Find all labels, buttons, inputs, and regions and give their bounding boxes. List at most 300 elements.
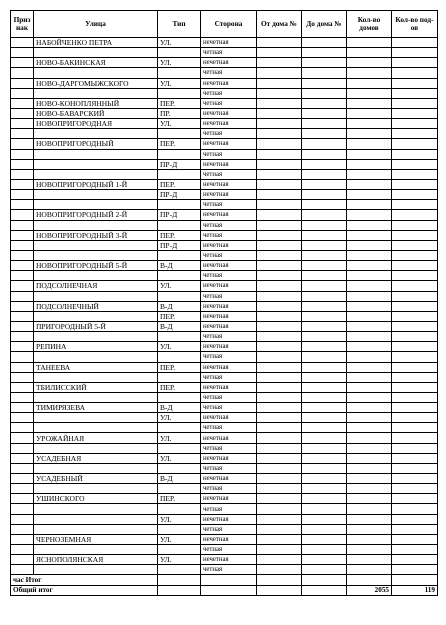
side-cell: нечетная	[201, 58, 257, 68]
entrance-count-cell	[392, 38, 438, 48]
house-count-cell	[347, 453, 392, 463]
type-cell	[158, 129, 201, 139]
from-house-cell	[257, 534, 302, 544]
house-count-cell	[347, 291, 392, 301]
from-house-cell	[257, 301, 302, 311]
house-count-cell	[347, 179, 392, 189]
to-house-cell	[302, 565, 347, 575]
to-house-cell	[302, 362, 347, 372]
entrance-count-cell	[392, 240, 438, 250]
side-cell: четная	[201, 423, 257, 433]
to-house-cell	[302, 403, 347, 413]
entrance-count-cell	[392, 555, 438, 565]
from-house-cell	[257, 291, 302, 301]
table-row	[11, 159, 438, 169]
side-cell: нечетная	[201, 311, 257, 321]
side-cell: нечетная	[201, 119, 257, 129]
house-count-cell	[347, 382, 392, 392]
type-cell	[158, 332, 201, 342]
house-count-cell	[347, 190, 392, 200]
entrance-count-cell	[392, 545, 438, 555]
from-house-cell	[257, 504, 302, 514]
from-house-cell	[257, 88, 302, 98]
to-house-cell	[302, 413, 347, 423]
side-cell: четная	[201, 392, 257, 402]
side-cell: нечетная	[201, 261, 257, 271]
table-row	[11, 68, 438, 78]
street-cell	[34, 514, 158, 524]
priznak-cell	[11, 403, 34, 413]
house-count-cell	[347, 423, 392, 433]
type-cell: УЛ.	[158, 413, 201, 423]
street-cell: НОВОПРИГОРОДНЫЙ 3-Й	[34, 230, 158, 240]
type-cell: ПР.	[158, 108, 201, 118]
type-cell: УЛ.	[158, 555, 201, 565]
street-cell: НОВО-КОНОПЛЯННЫЙ	[34, 98, 158, 108]
table-row	[11, 545, 438, 555]
priznak-cell	[11, 433, 34, 443]
side-cell: четная	[201, 68, 257, 78]
house-count-cell	[347, 129, 392, 139]
table-row	[11, 291, 438, 301]
side-cell: нечетная	[201, 38, 257, 48]
priznak-cell	[11, 159, 34, 169]
subtotal-cell	[158, 575, 201, 585]
table-row	[11, 372, 438, 382]
table-row	[11, 250, 438, 260]
street-cell: ТБИЛИССКИЙ	[34, 382, 158, 392]
street-cell	[34, 413, 158, 423]
street-cell	[34, 524, 158, 534]
entrance-count-cell	[392, 58, 438, 68]
from-house-cell	[257, 230, 302, 240]
from-house-cell	[257, 271, 302, 281]
table-row	[11, 342, 438, 352]
entrance-count-cell	[392, 149, 438, 159]
side-cell: нечетная	[201, 494, 257, 504]
to-house-cell	[302, 291, 347, 301]
entrance-count-cell	[392, 565, 438, 575]
side-cell: нечетная	[201, 78, 257, 88]
house-count-cell	[347, 210, 392, 220]
street-cell: ПОДСОЛНЕЧНАЯ	[34, 281, 158, 291]
side-cell: четная	[201, 545, 257, 555]
total-cell	[201, 585, 257, 595]
table-row	[11, 58, 438, 68]
street-cell: УСАДЕБНЫЙ	[34, 474, 158, 484]
entrance-count-cell	[392, 321, 438, 331]
from-house-cell	[257, 474, 302, 484]
house-count-cell	[347, 230, 392, 240]
type-cell: УЛ.	[158, 433, 201, 443]
entrance-count-cell	[392, 190, 438, 200]
header-side: Сторона	[201, 11, 257, 38]
table-row	[11, 210, 438, 220]
side-cell: четная	[201, 504, 257, 514]
house-count-cell	[347, 321, 392, 331]
table-row	[11, 484, 438, 494]
street-cell: НОВОПРИГОРОДНЫЙ 1-Й	[34, 179, 158, 189]
house-count-cell	[347, 271, 392, 281]
table-row	[11, 271, 438, 281]
from-house-cell	[257, 38, 302, 48]
from-house-cell	[257, 382, 302, 392]
type-cell: УЛ.	[158, 453, 201, 463]
priznak-cell	[11, 332, 34, 342]
address-sheet	[10, 10, 437, 596]
from-house-cell	[257, 139, 302, 149]
to-house-cell	[302, 48, 347, 58]
to-house-cell	[302, 38, 347, 48]
type-cell: УЛ.	[158, 281, 201, 291]
house-count-cell	[347, 38, 392, 48]
to-house-cell	[302, 484, 347, 494]
to-house-cell	[302, 210, 347, 220]
from-house-cell	[257, 68, 302, 78]
to-house-cell	[302, 463, 347, 473]
priznak-cell	[11, 301, 34, 311]
from-house-cell	[257, 392, 302, 402]
type-cell: В-Д	[158, 321, 201, 331]
entrance-count-cell	[392, 179, 438, 189]
priznak-cell	[11, 342, 34, 352]
priznak-cell	[11, 545, 34, 555]
to-house-cell	[302, 250, 347, 260]
side-cell: нечетная	[201, 139, 257, 149]
to-house-cell	[302, 200, 347, 210]
entrance-count-cell	[392, 504, 438, 514]
type-cell	[158, 149, 201, 159]
house-count-cell	[347, 261, 392, 271]
type-cell: УЛ.	[158, 514, 201, 524]
type-cell: ПЕР.	[158, 139, 201, 149]
street-cell: РЕПИНА	[34, 342, 158, 352]
to-house-cell	[302, 220, 347, 230]
from-house-cell	[257, 443, 302, 453]
table-row	[11, 514, 438, 524]
to-house-cell	[302, 453, 347, 463]
entrance-count-cell	[392, 514, 438, 524]
side-cell: нечетная	[201, 281, 257, 291]
priznak-cell	[11, 463, 34, 473]
to-house-cell	[302, 474, 347, 484]
entrance-count-cell	[392, 230, 438, 240]
street-cell: УРОЖАЙНАЯ	[34, 433, 158, 443]
side-cell: четная	[201, 271, 257, 281]
entrance-count-cell	[392, 463, 438, 473]
side-cell: нечетная	[201, 453, 257, 463]
side-cell: нечетная	[201, 342, 257, 352]
street-cell: НОВОПРИГОРОДНЫЙ	[34, 139, 158, 149]
from-house-cell	[257, 169, 302, 179]
house-count-cell	[347, 372, 392, 382]
type-cell	[158, 443, 201, 453]
house-count-cell	[347, 484, 392, 494]
from-house-cell	[257, 119, 302, 129]
to-house-cell	[302, 392, 347, 402]
entrance-count-cell	[392, 139, 438, 149]
priznak-cell	[11, 372, 34, 382]
to-house-cell	[302, 159, 347, 169]
side-cell: нечетная	[201, 190, 257, 200]
to-house-cell	[302, 261, 347, 271]
house-count-cell	[347, 433, 392, 443]
from-house-cell	[257, 362, 302, 372]
table-row	[11, 534, 438, 544]
side-cell: четная	[201, 332, 257, 342]
house-count-cell	[347, 403, 392, 413]
type-cell	[158, 484, 201, 494]
entrance-count-cell	[392, 169, 438, 179]
entrance-count-cell	[392, 250, 438, 260]
type-cell: В-Д	[158, 403, 201, 413]
house-count-cell	[347, 139, 392, 149]
table-row	[11, 230, 438, 240]
table-row	[11, 220, 438, 230]
table-row	[11, 423, 438, 433]
house-count-cell	[347, 352, 392, 362]
entrance-count-cell	[392, 524, 438, 534]
from-house-cell	[257, 463, 302, 473]
type-cell: В-Д	[158, 301, 201, 311]
street-cell: НОВОПРИГОРОДНЫЙ 5-Й	[34, 261, 158, 271]
from-house-cell	[257, 423, 302, 433]
entrance-count-cell	[392, 392, 438, 402]
to-house-cell	[302, 534, 347, 544]
header-priznak: Приз нак	[11, 11, 34, 38]
type-cell	[158, 524, 201, 534]
entrance-count-cell	[392, 484, 438, 494]
table-row	[11, 240, 438, 250]
total-label: Общий итог	[11, 585, 158, 595]
priznak-cell	[11, 149, 34, 159]
type-cell: УЛ.	[158, 78, 201, 88]
type-cell	[158, 423, 201, 433]
from-house-cell	[257, 565, 302, 575]
street-cell	[34, 68, 158, 78]
type-cell: УЛ.	[158, 119, 201, 129]
total-cell	[257, 585, 302, 595]
to-house-cell	[302, 58, 347, 68]
house-count-cell	[347, 555, 392, 565]
to-house-cell	[302, 433, 347, 443]
type-cell: ПЕР.	[158, 494, 201, 504]
side-cell: четная	[201, 230, 257, 240]
type-cell	[158, 88, 201, 98]
table-row	[11, 261, 438, 271]
house-count-cell	[347, 504, 392, 514]
type-cell: ПР-Д	[158, 159, 201, 169]
table-row	[11, 362, 438, 372]
priznak-cell	[11, 68, 34, 78]
table-row	[11, 474, 438, 484]
type-cell: ПР-Д	[158, 190, 201, 200]
street-cell: ПОДСОЛНЕЧНЫЙ	[34, 301, 158, 311]
table-row	[11, 190, 438, 200]
priznak-cell	[11, 271, 34, 281]
priznak-cell	[11, 78, 34, 88]
to-house-cell	[302, 524, 347, 534]
table-row	[11, 555, 438, 565]
table-row	[11, 169, 438, 179]
side-cell: нечетная	[201, 210, 257, 220]
header-house-count: Кол-во домов	[347, 11, 392, 38]
type-cell: ПЕР.	[158, 311, 201, 321]
priznak-cell	[11, 119, 34, 129]
header-street: Улица	[34, 11, 158, 38]
total-cell	[158, 585, 201, 595]
to-house-cell	[302, 190, 347, 200]
side-cell: четная	[201, 443, 257, 453]
street-cell	[34, 352, 158, 362]
type-cell: УЛ.	[158, 534, 201, 544]
from-house-cell	[257, 555, 302, 565]
street-cell	[34, 311, 158, 321]
type-cell: ПР-Д	[158, 240, 201, 250]
from-house-cell	[257, 321, 302, 331]
street-cell	[34, 250, 158, 260]
side-cell: четная	[201, 129, 257, 139]
priznak-cell	[11, 240, 34, 250]
from-house-cell	[257, 200, 302, 210]
street-cell: НОВО-БАВАРСКИЙ	[34, 108, 158, 118]
from-house-cell	[257, 98, 302, 108]
from-house-cell	[257, 433, 302, 443]
street-cell	[34, 423, 158, 433]
priznak-cell	[11, 352, 34, 362]
side-cell: четная	[201, 565, 257, 575]
table-row	[11, 321, 438, 331]
house-count-cell	[347, 119, 392, 129]
from-house-cell	[257, 108, 302, 118]
to-house-cell	[302, 88, 347, 98]
street-cell	[34, 159, 158, 169]
type-cell	[158, 169, 201, 179]
priznak-cell	[11, 413, 34, 423]
table-row	[11, 453, 438, 463]
from-house-cell	[257, 342, 302, 352]
house-count-cell	[347, 200, 392, 210]
type-cell	[158, 250, 201, 260]
to-house-cell	[302, 555, 347, 565]
to-house-cell	[302, 321, 347, 331]
street-cell: НАБОЙЧЕНКО ПЕТРА	[34, 38, 158, 48]
street-cell	[34, 565, 158, 575]
entrance-count-cell	[392, 433, 438, 443]
type-cell	[158, 220, 201, 230]
entrance-count-cell	[392, 372, 438, 382]
house-count-cell	[347, 545, 392, 555]
type-cell	[158, 271, 201, 281]
entrance-count-cell	[392, 88, 438, 98]
to-house-cell	[302, 301, 347, 311]
address-table	[10, 10, 438, 596]
priznak-cell	[11, 453, 34, 463]
table-row	[11, 108, 438, 118]
entrance-count-cell	[392, 311, 438, 321]
from-house-cell	[257, 352, 302, 362]
table-row	[11, 413, 438, 423]
to-house-cell	[302, 129, 347, 139]
house-count-cell	[347, 534, 392, 544]
from-house-cell	[257, 494, 302, 504]
from-house-cell	[257, 514, 302, 524]
entrance-count-cell	[392, 362, 438, 372]
table-row	[11, 392, 438, 402]
priznak-cell	[11, 524, 34, 534]
house-count-cell	[347, 78, 392, 88]
subtotal-cell	[302, 575, 347, 585]
table-row	[11, 403, 438, 413]
type-cell	[158, 291, 201, 301]
entrance-count-cell	[392, 474, 438, 484]
house-count-cell	[347, 281, 392, 291]
entrance-count-cell	[392, 352, 438, 362]
priznak-cell	[11, 98, 34, 108]
street-cell	[34, 169, 158, 179]
type-cell: ПР-Д	[158, 210, 201, 220]
from-house-cell	[257, 332, 302, 342]
total-cell	[302, 585, 347, 595]
entrance-count-cell	[392, 413, 438, 423]
from-house-cell	[257, 524, 302, 534]
to-house-cell	[302, 78, 347, 88]
from-house-cell	[257, 210, 302, 220]
street-cell: НОВОПРИГОРОДНАЯ	[34, 119, 158, 129]
priznak-cell	[11, 555, 34, 565]
house-count-cell	[347, 474, 392, 484]
house-count-cell	[347, 88, 392, 98]
type-cell: В-Д	[158, 474, 201, 484]
entrance-count-cell	[392, 108, 438, 118]
type-cell	[158, 463, 201, 473]
table-row	[11, 352, 438, 362]
side-cell: четная	[201, 88, 257, 98]
from-house-cell	[257, 372, 302, 382]
priznak-cell	[11, 88, 34, 98]
to-house-cell	[302, 372, 347, 382]
side-cell: четная	[201, 463, 257, 473]
side-cell: нечетная	[201, 474, 257, 484]
subtotal-label: час Итог	[11, 575, 158, 585]
street-cell	[34, 271, 158, 281]
table-row	[11, 38, 438, 48]
table-row	[11, 443, 438, 453]
side-cell: нечетная	[201, 555, 257, 565]
from-house-cell	[257, 453, 302, 463]
entrance-count-cell	[392, 200, 438, 210]
to-house-cell	[302, 443, 347, 453]
from-house-cell	[257, 220, 302, 230]
to-house-cell	[302, 382, 347, 392]
priznak-cell	[11, 362, 34, 372]
side-cell: нечетная	[201, 362, 257, 372]
from-house-cell	[257, 58, 302, 68]
street-cell	[34, 545, 158, 555]
house-count-cell	[347, 443, 392, 453]
priznak-cell	[11, 281, 34, 291]
type-cell	[158, 392, 201, 402]
entrance-count-cell	[392, 129, 438, 139]
to-house-cell	[302, 514, 347, 524]
priznak-cell	[11, 58, 34, 68]
entrance-count-cell	[392, 220, 438, 230]
side-cell: четная	[201, 169, 257, 179]
house-count-cell	[347, 169, 392, 179]
type-cell	[158, 200, 201, 210]
street-cell: УШИНСКОГО	[34, 494, 158, 504]
from-house-cell	[257, 484, 302, 494]
